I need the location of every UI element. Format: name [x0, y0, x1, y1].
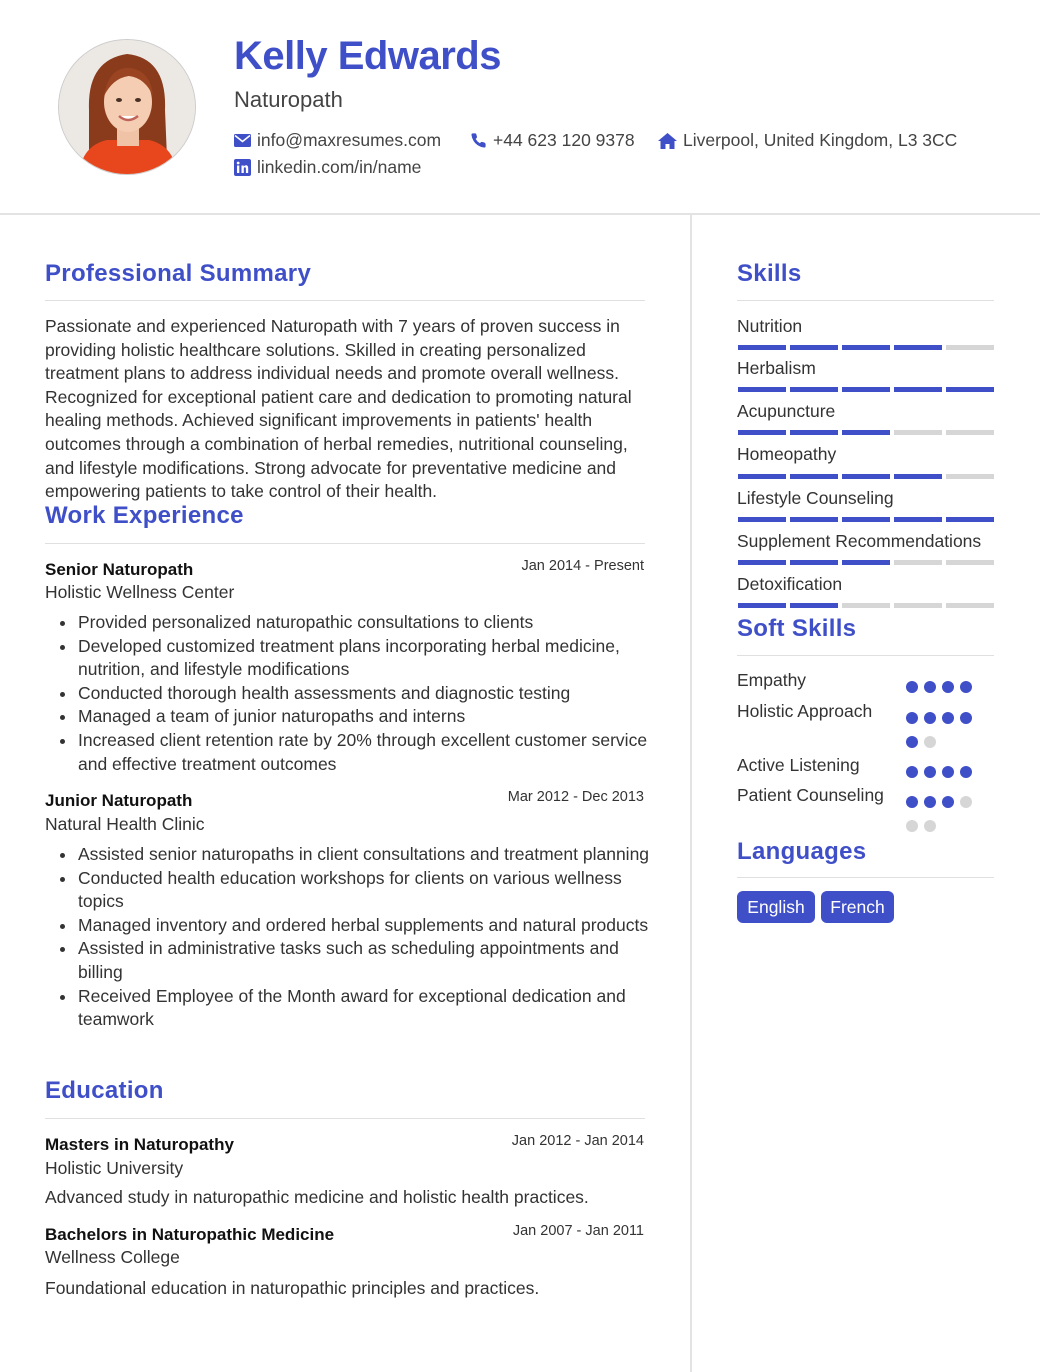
skill-level-segment: [894, 560, 942, 565]
job-organization: Holistic Wellness Center: [45, 582, 235, 602]
soft-skill-name: Active Listening: [737, 755, 860, 775]
degree-description: Foundational education in naturopathic principles and practices.: [45, 1278, 540, 1298]
languages-heading: Languages: [737, 838, 867, 865]
resume-header: [0, 0, 1040, 215]
experience-heading: Work Experience: [45, 502, 244, 529]
skill-name: Homeopathy: [737, 444, 837, 464]
degree-title: Bachelors in Naturopathic Medicine: [45, 1225, 335, 1244]
skill-level-segment: [738, 430, 786, 435]
skill-level-segment: [842, 517, 890, 522]
soft-skill-dot: [942, 766, 954, 778]
skill-level-bar: [738, 603, 993, 608]
skill-level-segment: [790, 603, 838, 608]
skill-name: Herbalism: [737, 358, 816, 378]
skill-level-bar: [738, 517, 993, 522]
phone-text: +44 623 120 9378: [493, 130, 635, 150]
soft-skill-dot: [924, 681, 936, 693]
list-item: Increased client retention rate by 20% through excellent customer service and effective treatment outcomes: [45, 729, 650, 776]
skill-level-segment: [842, 560, 890, 565]
degree-description: Advanced study in naturopathic medicine and holistic health practices.: [45, 1187, 589, 1207]
section-rule: [737, 655, 994, 656]
job-dates: Jan 2014 - Present: [521, 558, 644, 574]
skill-level-segment: [790, 474, 838, 479]
soft-skill-name: Patient Counseling: [737, 785, 884, 805]
degree-title: Masters in Naturopathy: [45, 1135, 234, 1154]
skills-heading: Skills: [737, 260, 802, 287]
list-item: Received Employee of the Month award for exceptional dedication and teamwork: [45, 985, 650, 1032]
contact-location: [658, 130, 957, 151]
soft-skill-dot: [942, 681, 954, 693]
summary-text: Passionate and experienced Naturopath with 7 years of proven success in providing holistic healthcare solutions. Skilled in creating personalized treatment plans to address individual needs and promote overall wellness. Recognized for exceptional patient care and dedication to promoting natural healing methods. Achieved significant improvements in patients' health outcomes through a combination of herbal remedies, nutritional counseling, and lifestyle modifications. Strong advocate for preventative medicine and empowering patients to take control of their health.: [45, 316, 632, 502]
skill-level-segment: [790, 387, 838, 392]
soft-skill-dot: [960, 766, 972, 778]
skill-level-segment: [894, 345, 942, 350]
skill-level-segment: [790, 517, 838, 522]
degree-dates: Jan 2007 - Jan 2011: [512, 1223, 644, 1239]
skill-name: Detoxification: [737, 574, 843, 594]
soft-skill-dot: [906, 796, 918, 808]
skill-level-segment: [946, 474, 994, 479]
linkedin-text: linkedin.com/in/name: [257, 157, 422, 177]
soft-skill-dot: [942, 796, 954, 808]
job-bullets: [45, 843, 650, 1032]
skill-level-segment: [894, 474, 942, 479]
skill-level-segment: [946, 603, 994, 608]
skill-level-bar: [738, 345, 993, 350]
contact-phone[interactable]: [470, 130, 635, 151]
skill-level-bar: [738, 474, 993, 479]
contact-linkedin[interactable]: [234, 157, 421, 178]
list-item: Conducted health education workshops for clients on various wellness topics: [45, 867, 650, 914]
skill-level-segment: [738, 517, 786, 522]
soft-skill-dot: [924, 820, 936, 832]
summary-heading: Professional Summary: [45, 260, 312, 287]
school-name: Wellness College: [45, 1247, 180, 1267]
skill-level-segment: [894, 517, 942, 522]
skill-level-segment: [842, 345, 890, 350]
skill-level-segment: [842, 603, 890, 608]
skill-level-segment: [946, 517, 994, 522]
skill-level-segment: [946, 387, 994, 392]
skill-level-segment: [738, 560, 786, 565]
list-item: Provided personalized naturopathic consultations to clients: [45, 611, 650, 635]
envelope-icon: [234, 134, 251, 147]
email-text: info@maxresumes.com: [257, 130, 442, 150]
job-bullets: [45, 611, 650, 776]
soft-skill-dot: [960, 712, 972, 724]
skill-level-segment: [894, 387, 942, 392]
soft-skills-heading: Soft Skills: [737, 615, 857, 642]
skill-level-segment: [894, 603, 942, 608]
soft-skill-dot: [960, 681, 972, 693]
skill-name: Acupuncture: [737, 401, 836, 421]
skill-level-segment: [738, 474, 786, 479]
candidate-name: Kelly Edwards: [234, 34, 501, 78]
job-role: Junior Naturopath: [45, 791, 193, 810]
soft-skill-dot: [924, 712, 936, 724]
list-item: Assisted senior naturopaths in client consultations and treatment planning: [45, 843, 650, 867]
skill-level-segment: [738, 345, 786, 350]
skill-name: Nutrition: [737, 316, 803, 336]
profile-photo-illustration: [59, 40, 196, 175]
contact-email[interactable]: [234, 130, 441, 151]
section-rule: [737, 300, 994, 301]
home-icon: [658, 133, 677, 149]
skill-level-segment: [738, 603, 786, 608]
skill-level-segment: [946, 345, 994, 350]
column-divider: [690, 215, 692, 1372]
list-item: Developed customized treatment plans incorporating herbal medicine, nutrition, and lifestyle modifications: [45, 635, 650, 682]
section-rule: [45, 543, 645, 544]
phone-icon: [470, 132, 487, 149]
soft-skill-name: Holistic Approach: [737, 701, 873, 721]
skill-level-segment: [842, 430, 890, 435]
list-item: Managed inventory and ordered herbal supplements and natural products: [45, 914, 650, 938]
soft-skill-dot: [924, 766, 936, 778]
soft-skill-dot: [942, 712, 954, 724]
profile-photo: [58, 39, 196, 175]
soft-skill-dot: [906, 712, 918, 724]
location-text: Liverpool, United Kingdom, L3 3CC: [683, 130, 958, 150]
skill-level-bar: [738, 387, 993, 392]
skill-level-bar: [738, 560, 993, 565]
soft-skill-dot: [906, 766, 918, 778]
list-item: Conducted thorough health assessments and diagnostic testing: [45, 682, 650, 706]
soft-skill-name: Empathy: [737, 670, 807, 690]
soft-skill-dot: [924, 736, 936, 748]
language-badge: English: [737, 891, 815, 923]
section-rule: [45, 1118, 645, 1119]
job-role: Senior Naturopath: [45, 560, 194, 579]
skill-level-segment: [842, 387, 890, 392]
skill-level-segment: [790, 345, 838, 350]
language-badge: French: [821, 891, 894, 923]
skill-name: Lifestyle Counseling: [737, 488, 894, 508]
list-item: Managed a team of junior naturopaths and interns: [45, 705, 650, 729]
soft-skill-dot: [960, 796, 972, 808]
skill-level-segment: [842, 474, 890, 479]
skill-level-segment: [738, 387, 786, 392]
skill-level-segment: [790, 430, 838, 435]
soft-skill-dot: [924, 796, 936, 808]
job-dates: Mar 2012 - Dec 2013: [507, 789, 644, 805]
skill-level-segment: [946, 430, 994, 435]
candidate-title: Naturopath: [234, 87, 343, 112]
section-rule: [45, 300, 645, 301]
skill-level-bar: [738, 430, 993, 435]
skill-name: Supplement Recommendations: [737, 531, 982, 551]
job-organization: Natural Health Clinic: [45, 814, 205, 834]
skill-level-segment: [894, 430, 942, 435]
soft-skill-dot: [906, 820, 918, 832]
list-item: Assisted in administrative tasks such as scheduling appointments and billing: [45, 937, 650, 984]
skill-level-segment: [946, 560, 994, 565]
soft-skill-dot: [906, 681, 918, 693]
skill-level-segment: [790, 560, 838, 565]
degree-dates: Jan 2012 - Jan 2014: [511, 1133, 644, 1149]
education-heading: Education: [45, 1077, 164, 1104]
linkedin-icon: [234, 159, 251, 176]
soft-skill-dot: [906, 736, 918, 748]
section-rule: [737, 877, 994, 878]
school-name: Holistic University: [45, 1158, 184, 1178]
